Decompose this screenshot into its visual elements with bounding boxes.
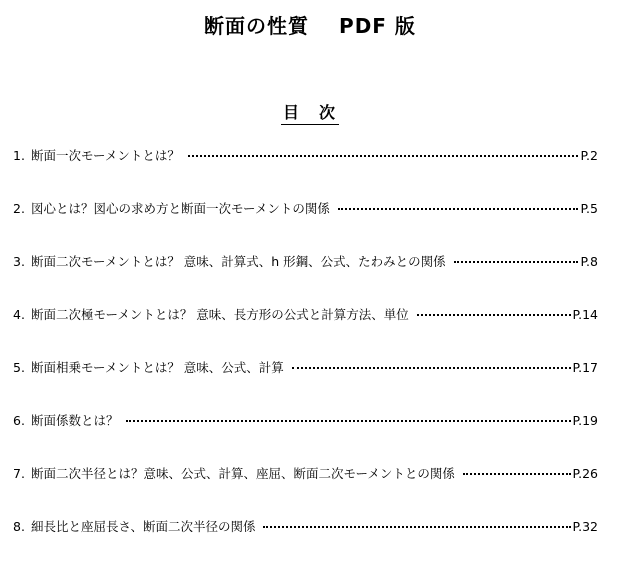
toc-item-page: P.17 <box>572 360 598 375</box>
toc-item-number: 3. <box>13 254 25 269</box>
title-main: 断面の性質 <box>204 14 310 38</box>
toc-dot-leader <box>126 420 570 422</box>
toc-list <box>13 146 598 570</box>
toc-item-title: 断面一次モーメントとは？ <box>30 148 180 163</box>
toc-item-title: 断面相乗モーメントとは？ 意味、公式、計算 <box>30 360 284 375</box>
toc-item-number: 6. <box>13 413 25 428</box>
toc-item-title: 断面二次半径とは？意味、公式、計算、座屈、断面二次モーメントとの関係 <box>30 466 455 481</box>
toc-dot-leader <box>454 261 579 263</box>
toc-item-number: 7. <box>13 466 25 481</box>
toc-dot-leader <box>463 473 571 475</box>
toc-item-number: 4. <box>13 307 25 322</box>
toc-item-page: P.8 <box>580 254 598 269</box>
toc-dot-leader <box>292 367 571 369</box>
toc-item-number: 5. <box>13 360 25 375</box>
toc-item-title: 断面二次極モーメントとは？ 意味、長方形の公式と計算方法、単位 <box>30 307 409 322</box>
toc-dot-leader <box>188 155 579 157</box>
toc-item-title: 断面係数とは？ <box>30 413 119 428</box>
toc-item-number: 2. <box>13 201 25 216</box>
toc-item-8[interactable] <box>13 517 598 570</box>
toc-item-title: 断面二次モーメントとは？ 意味、計算式、h 形鋼、公式、たわみとの関係 <box>30 254 446 269</box>
toc-item-title: 細長比と座屈長さ、断面二次半径の関係 <box>30 519 256 534</box>
toc-item-7[interactable] <box>13 464 598 517</box>
toc-item-4[interactable] <box>13 305 598 358</box>
toc-item-page: P.19 <box>572 413 598 428</box>
toc-item-6[interactable] <box>13 411 598 464</box>
toc-item-page: P.32 <box>572 519 598 534</box>
toc-heading-text: 目 次 <box>281 100 339 125</box>
toc-heading <box>0 100 620 125</box>
toc-item-3[interactable] <box>13 252 598 305</box>
toc-item-page: P.14 <box>572 307 598 322</box>
toc-item-page: P.5 <box>580 201 598 216</box>
title-version: PDF 版 <box>339 14 416 38</box>
toc-item-2[interactable] <box>13 199 598 252</box>
toc-item-page: P.26 <box>572 466 598 481</box>
toc-item-number: 8. <box>13 519 25 534</box>
toc-item-title: 図心とは？図心の求め方と断面一次モーメントの関係 <box>30 201 330 216</box>
toc-item-page: P.2 <box>580 148 598 163</box>
document-title <box>0 10 620 39</box>
toc-item-number: 1. <box>13 148 25 163</box>
toc-dot-leader <box>263 526 570 528</box>
toc-item-5[interactable] <box>13 358 598 411</box>
toc-dot-leader <box>417 314 571 316</box>
toc-item-1[interactable] <box>13 146 598 199</box>
toc-dot-leader <box>338 208 579 210</box>
